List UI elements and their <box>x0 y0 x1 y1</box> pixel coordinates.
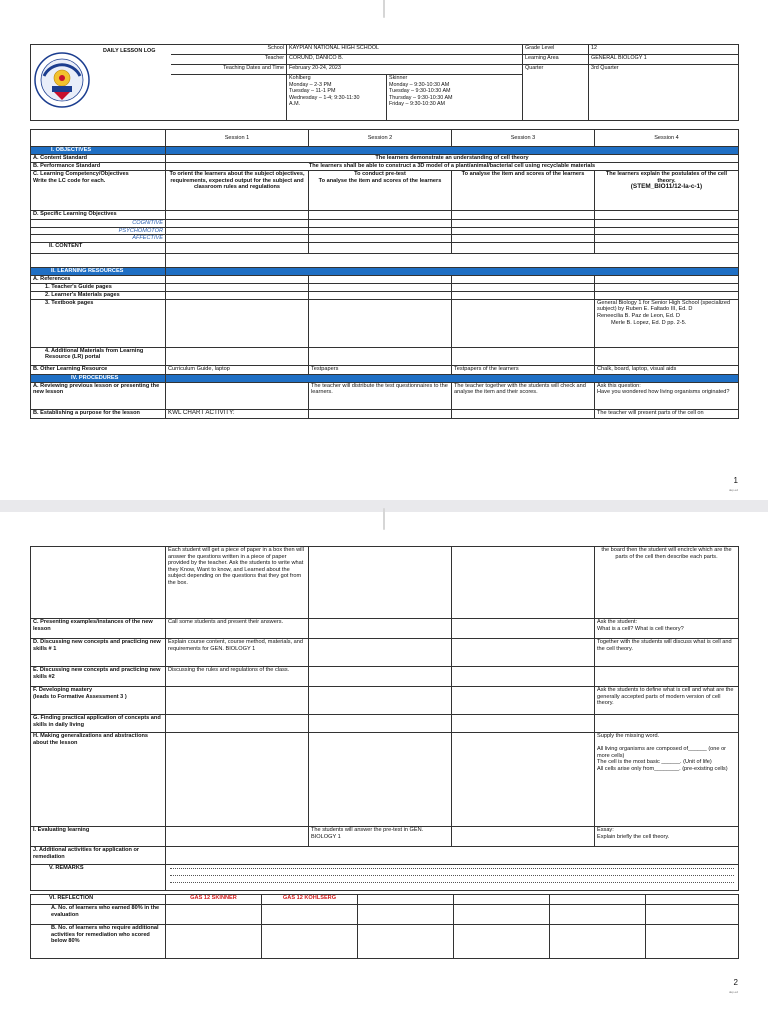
new-concepts-2-label: E. Discussing new concepts and practicing new skills #2 <box>31 667 166 687</box>
dll-header-table <box>30 44 739 121</box>
specific-objectives-label: D. Specific Learning Objectives <box>31 211 166 220</box>
quarter-value: 3rd Quarter <box>589 65 739 121</box>
session-4-header: Session 4 <box>595 130 739 147</box>
practical-application-label: G. Finding practical application of concepts and skills in daily living <box>31 715 166 733</box>
psychomotor-label: PSYCHOMOTOR <box>31 227 166 235</box>
presenting-examples-label: C. Presenting examples/instances of the new lesson <box>31 619 166 639</box>
grade-value: 12 <box>589 45 739 55</box>
other-resource-label: B. Other Learning Resource <box>31 365 166 374</box>
page-number-2: 2 <box>733 978 738 987</box>
content-standard-label: A. Content Standard <box>31 155 166 163</box>
competency-session-3: To analyse the item and scores of the learners <box>452 171 595 211</box>
other-resource-session-1: Curriculum Guide, laptop <box>166 365 309 374</box>
additional-materials-label: 4. Additional Materials from Learning Resource (LR) portal <box>31 347 166 365</box>
presenting-session-1: Call some students and present their answers. <box>166 619 309 639</box>
new-concepts-2-session-1: Discussing the rules and regulations of the class. <box>166 667 309 687</box>
reviewing-session-2: The teacher will distribute the test questionnaires to the learners. <box>309 382 452 409</box>
reflection-table <box>30 894 739 959</box>
generalizations-session-4: Supply the missing word. All living organisms are composed of______ (one or more cells) The cell is the most basic ______. (Unit of life) All cells arise only from________. (pre-existing cells) <box>595 733 739 827</box>
remarks-lines <box>166 865 739 891</box>
session-2-header: Session 2 <box>309 130 452 147</box>
page-footer-1: dep.ed <box>728 488 738 492</box>
page-footer-2: dep.ed <box>728 990 738 994</box>
generalizations-label: H. Making generalizations and abstractions about the lesson <box>31 733 166 827</box>
school-value: KAYPIAN NATIONAL HIGH SCHOOL <box>287 45 523 55</box>
reflection-a-label: A. No. of learners who earned 80% in the evaluation <box>31 905 166 925</box>
session-3-header: Session 3 <box>452 130 595 147</box>
additional-activities-label: J. Additional activities for application or remediation <box>31 847 166 865</box>
presenting-session-4: Ask the student: What is a cell? What is cell theory? <box>595 619 739 639</box>
performance-standard-label: B. Performance Standard <box>31 163 166 171</box>
page-number-1: 1 <box>733 476 738 485</box>
dll-main-table-page1 <box>30 129 739 419</box>
cell-parts-activity: the board then the student will encircle which are the parts of the cell then describe each parts. <box>595 547 739 619</box>
session-1-header: Session 1 <box>166 130 309 147</box>
gas-skinner-label: GAS 12 SKINNER <box>166 895 262 905</box>
other-resource-session-2: Testpapers <box>309 365 452 374</box>
kwl-instructions: Each student will get a piece of paper in a box then will answer the questions written in a piece of paper provided by the teacher. Ask the students to write what they Know, Want to know, and Learned about the subject depending on the questions that they got from the box. <box>166 547 309 619</box>
new-concepts-1-label: D. Discussing new concepts and practicing new skills # 1 <box>31 639 166 667</box>
establishing-purpose-label: B. Establishing a purpose for the lesson <box>31 409 166 418</box>
evaluating-session-4: Essay: Explain briefly the cell theory. <box>595 827 739 847</box>
developing-mastery-label: F. Developing mastery (leads to Formative Assessment 3 ) <box>31 687 166 715</box>
other-resource-session-3: Testpapers of the learners <box>452 365 595 374</box>
dll-title: DAILY LESSON LOG <box>103 48 156 54</box>
remarks-label: V. REMARKS <box>31 865 166 891</box>
kwl-chart-label: KWL CHART ACTIVITY: <box>166 409 309 418</box>
page-divider-tick <box>383 0 385 18</box>
teacher-value: CORUND, DANICO B. <box>287 55 523 65</box>
textbook-label: 3. Textbook pages <box>31 299 166 347</box>
establishing-session-4: The teacher will present parts of the cell on <box>595 409 739 418</box>
page-divider-tick <box>383 508 385 530</box>
reviewing-lesson-label: A. Reviewing previous lesson or presenting the new lesson <box>31 382 166 409</box>
competency-session-2: To conduct pre-test To analyse the item and scores of the learners <box>309 171 452 211</box>
page-1 <box>0 0 768 500</box>
teacher-label: Teacher <box>171 55 287 65</box>
textbook-session-4: General Biology 1 for Senior High School (specialized subject) by Ruben E. Faltado III, Ed. D Reneecilia B. Paz de Leon, Ed. D Merle B. Lopez, Ed. D pp. 2-5. <box>595 299 739 347</box>
area-value: GENERAL BIOLOGY 1 <box>589 55 739 65</box>
references-label: A. References <box>31 275 166 283</box>
competency-label: C. Learning Competency/Objectives Write the LC code for each. <box>31 171 166 211</box>
resources-heading: II. LEARNING RESOURCES <box>31 267 166 275</box>
evaluating-session-2: The students will answer the pre-test in GEN. BIOLOGY 1 <box>309 827 452 847</box>
grade-label: Grade Level <box>523 45 589 55</box>
learners-materials-label: 2. Learner's Materials pages <box>31 291 166 299</box>
skinner-schedule: Skinner Monday – 9:30-10:30 AM Tuesday – 9:30-10:30 AM Thursday – 9:30-10:30 AM Friday – 9:30-10:30 AM <box>387 75 523 121</box>
content-label: II. CONTENT <box>31 242 166 253</box>
content-standard-text: The learners demonstrate an understanding of cell theory <box>166 155 739 163</box>
new-concepts-1-session-4: Together with the students will discuss what is cell and the cell theory. <box>595 639 739 667</box>
teachers-guide-label: 1. Teacher's Guide pages <box>31 283 166 291</box>
dll-main-table-page2 <box>30 546 739 891</box>
competency-session-4: The learners explain the postulates of the cell theory. (STEM_BIO11/12-Ia-c-1) <box>595 171 739 211</box>
reflection-label: VI. REFLECTION <box>31 895 166 905</box>
new-concepts-1-session-1: Explain course content, course method, materials, and requirements for GEN. BIOLOGY 1 <box>166 639 309 667</box>
developing-mastery-session-4: Ask the students to define what is cell and what are the generally accepted parts of modern version of cell theory. <box>595 687 739 715</box>
affective-label: AFFECTIVE <box>31 235 166 243</box>
reflection-b-label: B. No. of learners who require additional activities for remediation who scored below 80% <box>31 925 166 959</box>
other-resource-session-4: Chalk, board, laptop, visual aids <box>595 365 739 374</box>
cognitive-label: COGNITIVE <box>31 220 166 228</box>
competency-session-1: To orient the learners about the subject objectives, requirements, expected output for the subject and classroom rules and regulations <box>166 171 309 211</box>
kohlberg-schedule: Kohlberg Monday – 2-3 PM Tuesday – 11-1 PM Wednesday – 1-4; 9:30-11:30 A.M. <box>287 75 387 121</box>
evaluating-label: I. Evaluating learning <box>31 827 166 847</box>
objectives-heading: I. OBJECTIVES <box>31 147 166 155</box>
page-2 <box>0 512 768 1024</box>
procedures-heading: IV. PROCEDURES <box>31 374 166 382</box>
dates-value: February 20-24, 2023 <box>287 65 523 75</box>
dates-label: Teaching Dates and Time <box>171 65 287 75</box>
reviewing-session-4: Ask this question: Have you wondered how living organisms originated? <box>595 382 739 409</box>
gas-kohlberg-label: GAS 12 KOHLSERG <box>262 895 358 905</box>
school-label: School <box>171 45 287 55</box>
area-label: Learning Area <box>523 55 589 65</box>
reviewing-session-3: The teacher together with the students will check and analyse the item and their scores. <box>452 382 595 409</box>
performance-standard-text: The learners shall be able to construct a 3D model of a plant/animal/bacterial cell using recyclable materials <box>166 163 739 171</box>
quarter-label: Quarter <box>523 65 589 121</box>
